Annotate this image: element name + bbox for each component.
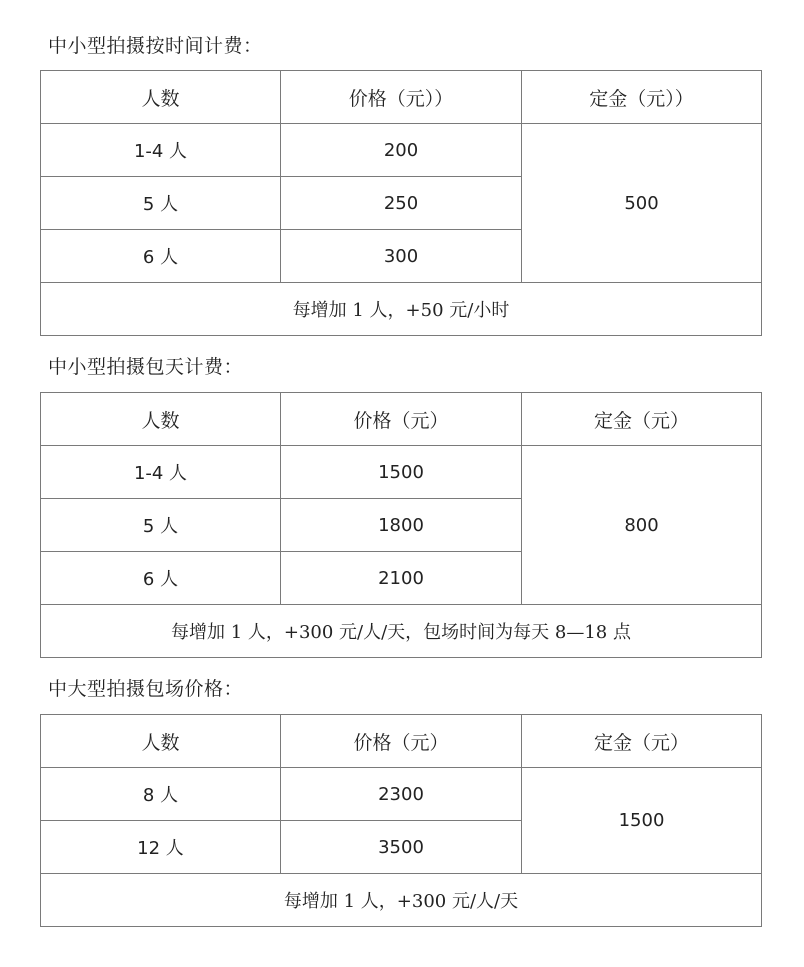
cell-price: 1800 <box>281 499 522 552</box>
cell-people: 1-4 人 <box>41 124 281 177</box>
header-people: 人数 <box>41 71 281 124</box>
cell-price: 2300 <box>281 768 522 821</box>
header-deposit: 定金（元） <box>522 715 762 768</box>
cell-price: 200 <box>281 124 522 177</box>
cell-deposit: 1500 <box>522 768 762 874</box>
table-note: 每增加 1 人，+300 元/人/天 <box>41 874 762 927</box>
cell-price: 250 <box>281 177 522 230</box>
cell-people: 12 人 <box>41 821 281 874</box>
cell-people: 5 人 <box>41 177 281 230</box>
table-row <box>41 446 762 499</box>
table-note-row <box>41 605 762 658</box>
cell-price: 2100 <box>281 552 522 605</box>
table-header-row <box>41 715 762 768</box>
header-deposit: 定金（元） <box>522 393 762 446</box>
cell-price: 1500 <box>281 446 522 499</box>
header-price: 价格（元） <box>281 393 522 446</box>
cell-price: 300 <box>281 230 522 283</box>
table-row <box>41 768 762 821</box>
cell-people: 5 人 <box>41 499 281 552</box>
header-price: 价格（元） <box>281 715 522 768</box>
cell-people: 8 人 <box>41 768 281 821</box>
header-price: 价格（元）） <box>281 71 522 124</box>
pricing-table-daily <box>40 392 762 658</box>
table-row <box>41 124 762 177</box>
section-title-hourly: 中小型拍摄按时间计费： <box>48 35 263 57</box>
header-people: 人数 <box>41 715 281 768</box>
table-note: 每增加 1 人，+300 元/人/天，包场时间为每天 8—18 点 <box>41 605 762 658</box>
table-header-row <box>41 393 762 446</box>
section-title-large: 中大型拍摄包场价格： <box>48 678 244 700</box>
header-deposit: 定金（元）） <box>522 71 762 124</box>
cell-price: 3500 <box>281 821 522 874</box>
table-note-row <box>41 283 762 336</box>
cell-people: 6 人 <box>41 552 281 605</box>
header-people: 人数 <box>41 393 281 446</box>
pricing-table-large <box>40 714 762 927</box>
section-title-daily: 中小型拍摄包天计费： <box>48 356 244 378</box>
pricing-table-hourly <box>40 70 762 336</box>
table-note-row <box>41 874 762 927</box>
cell-deposit: 800 <box>522 446 762 605</box>
cell-deposit: 500 <box>522 124 762 283</box>
cell-people: 1-4 人 <box>41 446 281 499</box>
cell-people: 6 人 <box>41 230 281 283</box>
table-header-row <box>41 71 762 124</box>
table-note: 每增加 1 人，+50 元/小时 <box>41 283 762 336</box>
